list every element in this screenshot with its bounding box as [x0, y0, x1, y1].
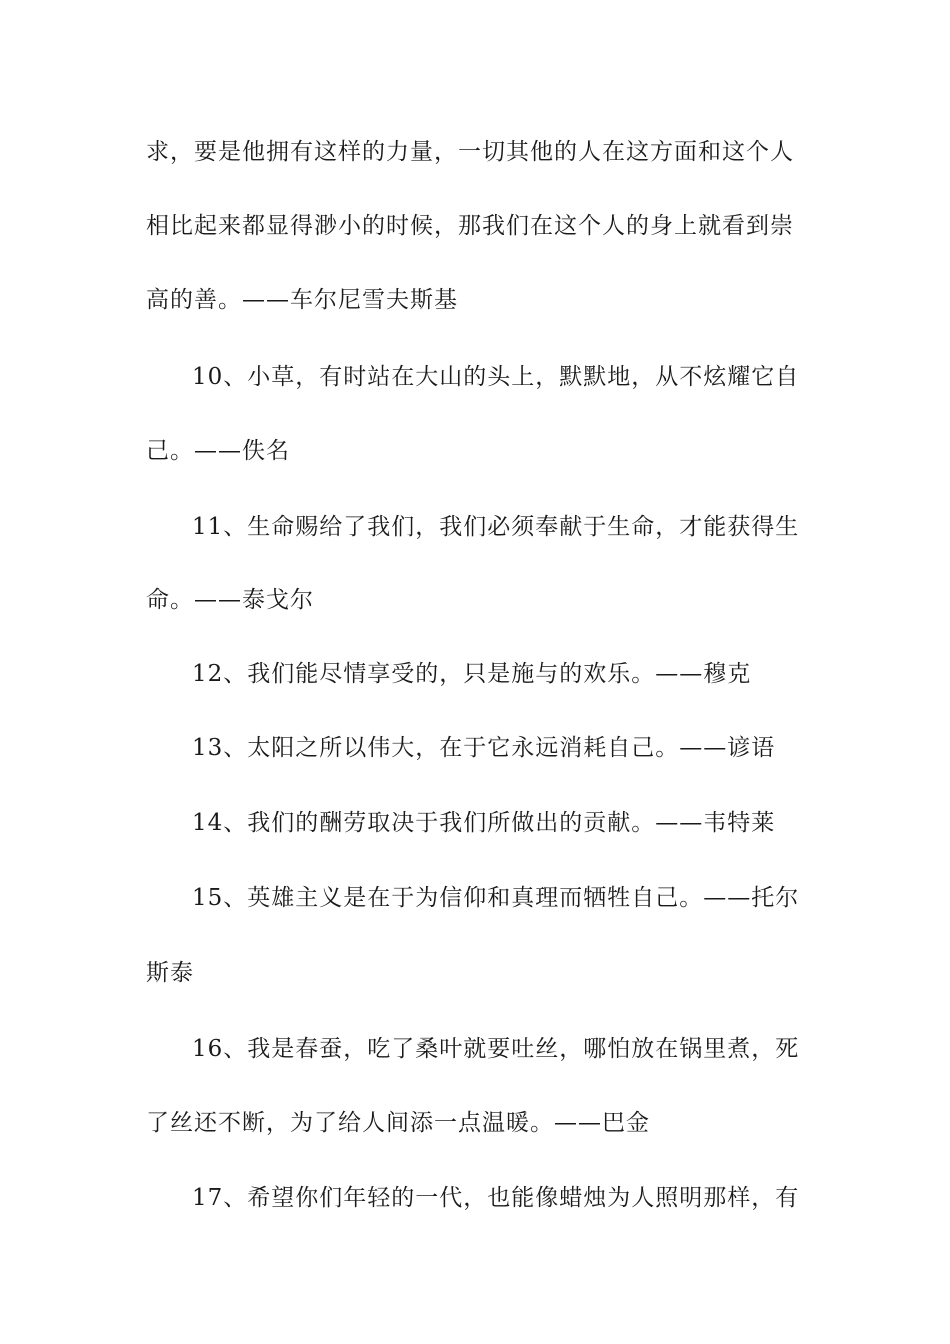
text-line: 求，要是他拥有这样的力量，一切其他的人在这方面和这个人 [146, 139, 794, 165]
quote-12-line: 12、我们能尽情享受的，只是施与的欢乐。——穆克 [192, 661, 752, 687]
quote-14-line: 14、我们的酬劳取决于我们所做出的贡献。——韦特莱 [192, 810, 776, 836]
text-line: 命。——泰戈尔 [146, 587, 314, 613]
quote-17-line: 17、希望你们年轻的一代，也能像蜡烛为人照明那样，有 [192, 1185, 800, 1211]
text-line: 了丝还不断，为了给人间添一点温暖。——巴金 [146, 1110, 650, 1136]
quote-11-line: 11、生命赐给了我们，我们必须奉献于生命，才能获得生 [192, 514, 800, 540]
quote-10-line: 10、小草，有时站在大山的头上，默默地，从不炫耀它自 [192, 364, 800, 390]
quote-13-line: 13、太阳之所以伟大，在于它永远消耗自己。——谚语 [192, 735, 776, 761]
text-line: 己。——佚名 [146, 438, 290, 464]
quote-15-line: 15、英雄主义是在于为信仰和真理而牺牲自己。——托尔 [192, 885, 800, 911]
text-line: 相比起来都显得渺小的时候，那我们在这个人的身上就看到崇 [146, 213, 794, 239]
text-line: 斯泰 [146, 960, 194, 986]
text-line: 高的善。——车尔尼雪夫斯基 [146, 287, 458, 313]
quote-16-line: 16、我是春蚕，吃了桑叶就要吐丝，哪怕放在锅里煮，死 [192, 1036, 800, 1062]
